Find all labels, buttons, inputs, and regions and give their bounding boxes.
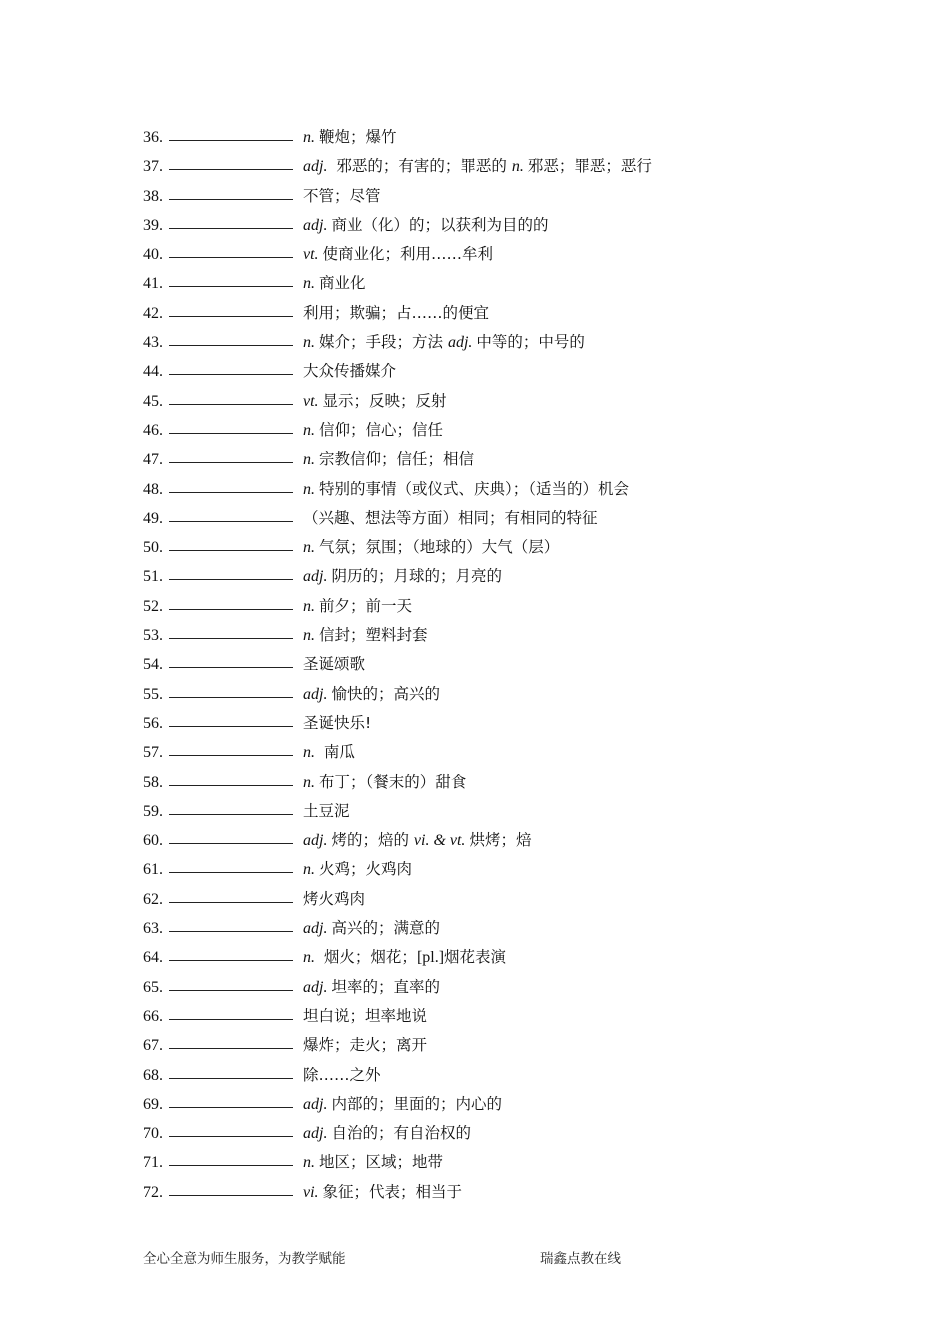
vocab-row (143, 1148, 843, 1177)
meaning-text: 除……之外 (303, 1065, 381, 1084)
item-number: 54. (143, 656, 163, 674)
part-of-speech: adj. (303, 978, 328, 996)
vocab-row (143, 269, 843, 298)
item-number: 55. (143, 685, 163, 703)
vocab-row (143, 738, 843, 767)
answer-blank[interactable] (169, 653, 293, 668)
meaning-text: 中等的；中号的 (476, 333, 585, 352)
definition (303, 416, 443, 445)
meaning-text: 特别的事情（或仪式、庆典）；（适当的）机会 (319, 479, 630, 498)
item-number: 53. (143, 627, 163, 645)
definition (303, 182, 381, 211)
meaning-text: 大众传播媒介 (303, 362, 397, 381)
answer-blank[interactable] (169, 1122, 293, 1137)
item-number: 59. (143, 802, 163, 820)
vocab-row (143, 709, 843, 738)
vocab-row (143, 973, 843, 1002)
definition (303, 1061, 381, 1090)
vocab-row (143, 1061, 843, 1090)
item-number: 36. (143, 129, 163, 146)
meaning-text: 烤的；焙的 (331, 831, 414, 850)
item-number: 48. (143, 480, 163, 498)
definition (303, 562, 502, 591)
definition (303, 357, 396, 386)
answer-blank[interactable] (169, 1064, 293, 1079)
vocab-row (143, 621, 843, 650)
definition (303, 299, 489, 328)
part-of-speech: n. (303, 275, 315, 293)
part-of-speech: n. (511, 158, 524, 176)
definition (303, 1148, 443, 1177)
vocab-row (143, 357, 843, 386)
meaning-text: 布丁；（餐末的）甜食 (319, 772, 467, 791)
item-number: 41. (143, 275, 163, 293)
answer-blank[interactable] (169, 1005, 293, 1020)
definition (303, 1090, 502, 1119)
item-number: 37. (143, 158, 163, 176)
answer-blank[interactable] (169, 976, 293, 991)
vocab-row (143, 387, 843, 416)
meaning-text: 信仰；信心；信任 (319, 420, 444, 439)
meaning-text: 爆炸；走火；离开 (303, 1036, 428, 1055)
meaning-text: 商业化 (319, 274, 366, 293)
vocab-row (143, 562, 843, 591)
answer-blank[interactable] (169, 214, 293, 229)
vocab-row (143, 240, 843, 269)
item-number: 40. (143, 246, 163, 264)
meaning-text: 烘烤；焙 (469, 831, 532, 850)
part-of-speech: n. (303, 597, 315, 615)
meaning-text: 地区；区域；地带 (319, 1153, 444, 1172)
definition (303, 211, 548, 240)
vocab-row (143, 533, 843, 562)
meaning-text: 邪恶；罪恶；恶行 (527, 157, 652, 176)
vocab-row (143, 1002, 843, 1031)
definition (303, 1031, 427, 1060)
item-number: 72. (143, 1183, 163, 1201)
answer-blank[interactable] (169, 800, 293, 815)
part-of-speech: n. (303, 861, 315, 879)
answer-blank[interactable] (169, 771, 293, 786)
vocab-row (143, 182, 843, 211)
definition (303, 797, 350, 826)
answer-blank[interactable] (169, 1181, 293, 1196)
part-of-speech: vt. (303, 392, 319, 410)
answer-blank[interactable] (169, 478, 293, 493)
vocab-row (143, 299, 843, 328)
definition (303, 387, 447, 416)
part-of-speech: n. (303, 334, 315, 352)
definition (303, 855, 412, 884)
part-of-speech: adj. (303, 568, 328, 586)
footer-slogan: 全心全意为师生服务，为教学赋能 (143, 1251, 346, 1267)
meaning-text: 愉快的；高兴的 (331, 684, 440, 703)
item-number: 51. (143, 568, 163, 586)
definition (303, 709, 371, 738)
part-of-speech: n. (303, 773, 315, 791)
meaning-text: 烤火鸡肉 (303, 889, 366, 908)
meaning-text: 显示；反映；反射 (322, 391, 447, 410)
definition (303, 768, 466, 797)
item-number: 52. (143, 597, 163, 615)
definition (303, 240, 493, 269)
item-number: 39. (143, 216, 163, 234)
item-number: 44. (143, 363, 163, 381)
item-number: 69. (143, 1095, 163, 1113)
meaning-text: 坦白说；坦率地说 (303, 1006, 428, 1025)
item-number: 63. (143, 920, 163, 938)
part-of-speech: n. (303, 129, 315, 146)
meaning-text: 利用；欺骗；占……的便宜 (303, 303, 490, 322)
part-of-speech: vi. & vt. (413, 832, 466, 850)
meaning-text: 宗教信仰；信任；相信 (319, 450, 475, 469)
item-number: 50. (143, 539, 163, 557)
definition (303, 123, 397, 152)
definition (303, 943, 506, 972)
meaning-text: 象征；代表；相当于 (322, 1182, 463, 1201)
item-number: 70. (143, 1125, 163, 1143)
item-number: 56. (143, 714, 163, 732)
part-of-speech: adj. (303, 1125, 328, 1143)
meaning-text: 邪恶的；有害的；罪恶的 (331, 157, 512, 176)
meaning-text: 使商业化；利用……牟利 (322, 245, 494, 264)
definition (303, 650, 365, 679)
answer-blank[interactable] (169, 683, 293, 698)
item-number: 49. (143, 509, 163, 527)
answer-blank[interactable] (169, 448, 293, 463)
meaning-text: 鞭炮；爆竹 (319, 128, 397, 146)
answer-blank[interactable] (169, 829, 293, 844)
vocab-row (143, 328, 843, 357)
vocab-row (143, 680, 843, 709)
meaning-text: （兴趣、想法等方面）相同；有相同的特征 (303, 508, 598, 527)
item-number: 67. (143, 1037, 163, 1055)
answer-blank[interactable] (169, 272, 293, 287)
vocab-row (143, 797, 843, 826)
meaning-text: 商业（化）的；以获利为目的的 (331, 215, 549, 234)
definition (303, 269, 366, 298)
item-number: 71. (143, 1154, 163, 1172)
meaning-text: 圣诞快乐! (303, 713, 372, 732)
part-of-speech: n. (303, 421, 315, 439)
answer-blank[interactable] (169, 360, 293, 375)
part-of-speech: adj. (303, 1095, 328, 1113)
vocab-row (143, 152, 843, 181)
vocab-row (143, 826, 843, 855)
answer-blank[interactable] (169, 946, 293, 961)
definition (303, 1002, 427, 1031)
meaning-text: 气氛；氛围；（地球的）大气（层） (319, 538, 560, 557)
meaning-text: 土豆泥 (303, 801, 350, 820)
item-number: 57. (143, 744, 163, 762)
answer-blank[interactable] (169, 1093, 293, 1108)
definition (303, 621, 428, 650)
vocab-row (143, 943, 843, 972)
answer-blank[interactable] (169, 741, 293, 756)
definition (303, 445, 474, 474)
definition (303, 475, 629, 504)
vocab-row (143, 504, 843, 533)
meaning-text: 自治的；有自治权的 (331, 1124, 471, 1143)
answer-blank[interactable] (169, 888, 293, 903)
answer-blank[interactable] (169, 595, 293, 610)
part-of-speech: n. (303, 539, 315, 557)
meaning-text: 不管；尽管 (303, 186, 381, 205)
part-of-speech: n. (303, 949, 315, 967)
vocab-row (143, 855, 843, 884)
part-of-speech: adj. (303, 685, 328, 703)
meaning-text: 媒介；手段；方法 (319, 333, 448, 352)
answer-blank[interactable] (169, 302, 293, 317)
part-of-speech: n. (303, 627, 315, 645)
item-number: 38. (143, 187, 163, 205)
meaning-text: 前夕；前一天 (319, 596, 413, 615)
definition (303, 680, 440, 709)
part-of-speech: vi. (303, 1183, 319, 1201)
meaning-text: 火鸡；火鸡肉 (319, 860, 413, 879)
vocab-row (143, 445, 843, 474)
definition (303, 504, 598, 533)
vocabulary-list (143, 123, 843, 1207)
meaning-text: 烟火；烟花； (319, 948, 417, 967)
answer-blank[interactable] (169, 390, 293, 405)
definition (303, 533, 559, 562)
definition (303, 973, 440, 1002)
part-of-speech: adj. (303, 158, 328, 176)
item-number: 65. (143, 978, 163, 996)
answer-blank[interactable] (169, 185, 293, 200)
item-number: 60. (143, 832, 163, 850)
answer-blank[interactable] (169, 1034, 293, 1049)
vocab-row (143, 1119, 843, 1148)
part-of-speech: n. (303, 480, 315, 498)
footer-brand: 瑞鑫点教在线 (540, 1251, 621, 1267)
item-number: 47. (143, 451, 163, 469)
definition (303, 885, 365, 914)
usage-note: [pl.] (416, 949, 445, 967)
definition (303, 738, 355, 767)
vocab-row (143, 1031, 843, 1060)
item-number: 42. (143, 304, 163, 322)
meaning-text: 高兴的；满意的 (331, 919, 440, 938)
answer-blank[interactable] (169, 419, 293, 434)
answer-blank[interactable] (169, 624, 293, 639)
answer-blank[interactable] (169, 565, 293, 580)
definition (303, 1178, 462, 1207)
meaning-text: 信封；塑料封套 (319, 626, 428, 645)
part-of-speech: n. (303, 451, 315, 469)
meaning-text: 阴历的；月球的；月亮的 (331, 567, 502, 586)
answer-blank[interactable] (169, 858, 293, 873)
vocab-row (143, 475, 843, 504)
item-number: 43. (143, 334, 163, 352)
meaning-text: 坦率的；直率的 (331, 977, 440, 996)
item-number: 66. (143, 1007, 163, 1025)
vocab-row (143, 416, 843, 445)
part-of-speech: n. (303, 1154, 315, 1172)
vocab-row (143, 592, 843, 621)
answer-blank[interactable] (169, 331, 293, 346)
item-number: 68. (143, 1066, 163, 1084)
item-number: 45. (143, 392, 163, 410)
vocab-row (143, 650, 843, 679)
part-of-speech: n. (303, 744, 315, 762)
vocab-row (143, 768, 843, 797)
vocab-row (143, 1178, 843, 1207)
definition (303, 826, 531, 855)
part-of-speech: adj. (303, 920, 328, 938)
item-number: 64. (143, 949, 163, 967)
answer-blank[interactable] (169, 507, 293, 522)
definition (303, 328, 585, 357)
vocab-row (143, 885, 843, 914)
answer-blank[interactable] (169, 1151, 293, 1166)
definition (303, 914, 440, 943)
part-of-speech: adj. (303, 216, 328, 234)
definition (303, 152, 652, 181)
answer-blank[interactable] (169, 536, 293, 551)
item-number: 62. (143, 890, 163, 908)
answer-blank[interactable] (169, 917, 293, 932)
vocab-row (143, 914, 843, 943)
meaning-text: 南瓜 (319, 743, 355, 762)
definition (303, 592, 412, 621)
part-of-speech: adj. (447, 334, 473, 352)
answer-blank[interactable] (169, 126, 293, 141)
part-of-speech: vt. (303, 246, 319, 264)
part-of-speech: adj. (303, 832, 328, 850)
answer-blank[interactable] (169, 155, 293, 170)
meaning-text: 圣诞颂歌 (303, 655, 366, 674)
answer-blank[interactable] (169, 712, 293, 727)
meaning-text: 烟花表演 (444, 948, 507, 967)
meaning-text: 内部的；里面的；内心的 (331, 1094, 502, 1113)
vocab-row (143, 123, 843, 152)
definition (303, 1119, 471, 1148)
item-number: 61. (143, 861, 163, 879)
item-number: 58. (143, 773, 163, 791)
vocab-row (143, 211, 843, 240)
answer-blank[interactable] (169, 243, 293, 258)
item-number: 46. (143, 421, 163, 439)
vocab-row (143, 1090, 843, 1119)
